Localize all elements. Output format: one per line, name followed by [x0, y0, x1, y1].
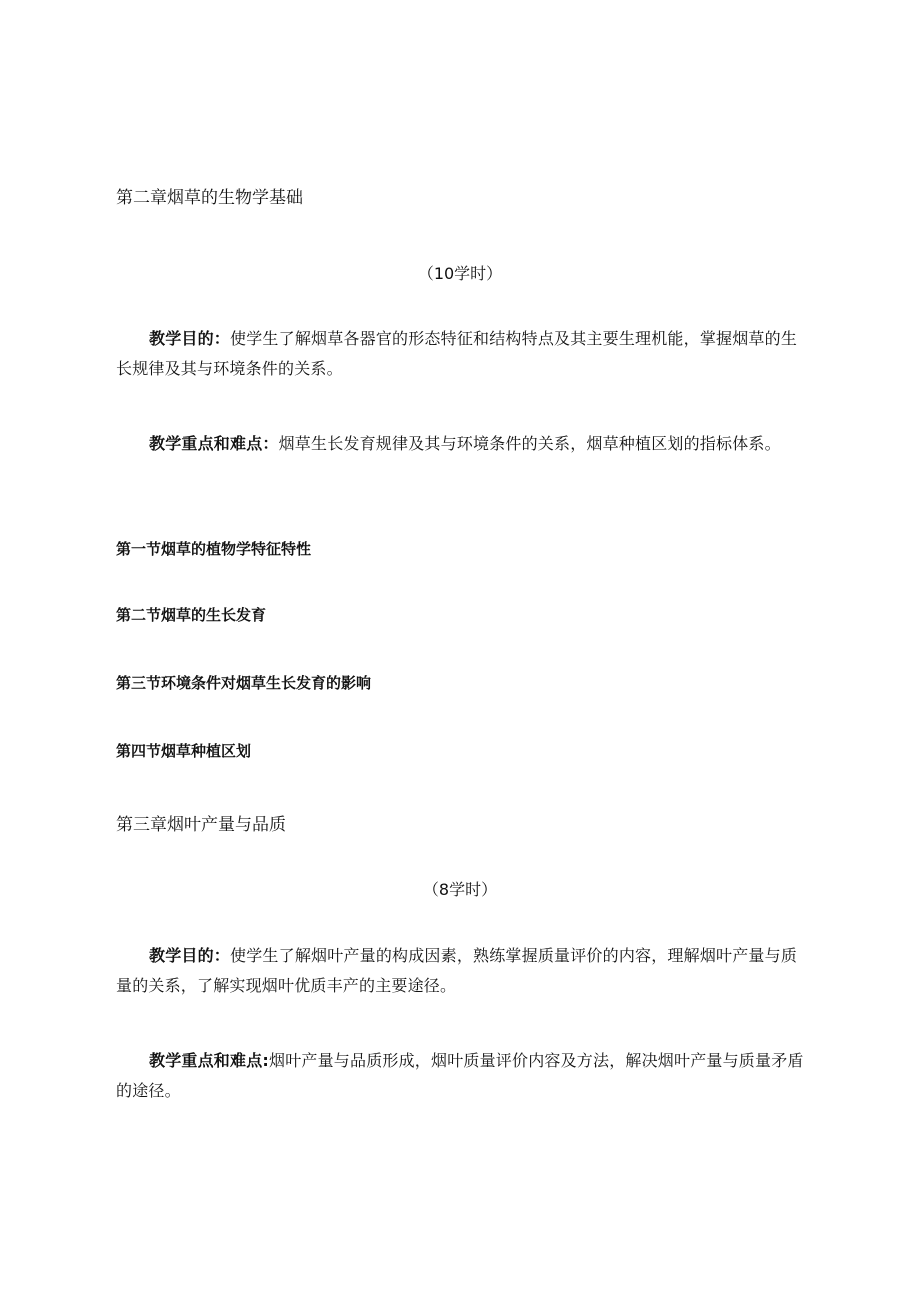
chapter-3-hours: （8学时）: [422, 880, 498, 899]
objective-label: 教学目的：: [149, 946, 231, 965]
objective-label: 教学目的：: [149, 329, 231, 348]
chapter-2-keypoints: [116, 429, 806, 459]
keypoints-label: 教学重点和难点：: [149, 434, 279, 453]
section-heading: 第一节烟草的植物学特征特性: [116, 540, 312, 558]
keypoints-text: 烟叶产量与品质形成，烟叶质量评价内容及方法，解决烟叶产量与质量矛盾的途径。: [116, 1051, 804, 1100]
chapter-2-title: 第二章烟草的生物学基础: [116, 188, 303, 208]
objective-text: 使学生了解烟草各器官的形态特征和结构特点及其主要生理机能，掌握烟草的生长规律及其与环境条件的关系。: [116, 329, 798, 378]
chapter-2-hours: （10学时）: [417, 264, 503, 283]
section-heading: 第三节环境条件对烟草生长发育的影响: [116, 674, 372, 692]
chapter-3-objective: [116, 941, 806, 1001]
section-heading: 第二节烟草的生长发育: [116, 606, 267, 624]
chapter-3-keypoints: [116, 1046, 806, 1106]
keypoints-label: 教学重点和难点:: [149, 1051, 269, 1070]
chapter-2-objective: [116, 324, 806, 384]
section-heading: 第四节烟草种植区划: [116, 742, 252, 760]
keypoints-text: 烟草生长发育规律及其与环境条件的关系，烟草种植区划的指标体系。: [278, 434, 781, 453]
objective-text: 使学生了解烟叶产量的构成因素，熟练掌握质量评价的内容，理解烟叶产量与质量的关系，了解实现烟叶优质丰产的主要途径。: [116, 946, 798, 995]
chapter-3-title: 第三章烟叶产量与品质: [116, 815, 286, 835]
